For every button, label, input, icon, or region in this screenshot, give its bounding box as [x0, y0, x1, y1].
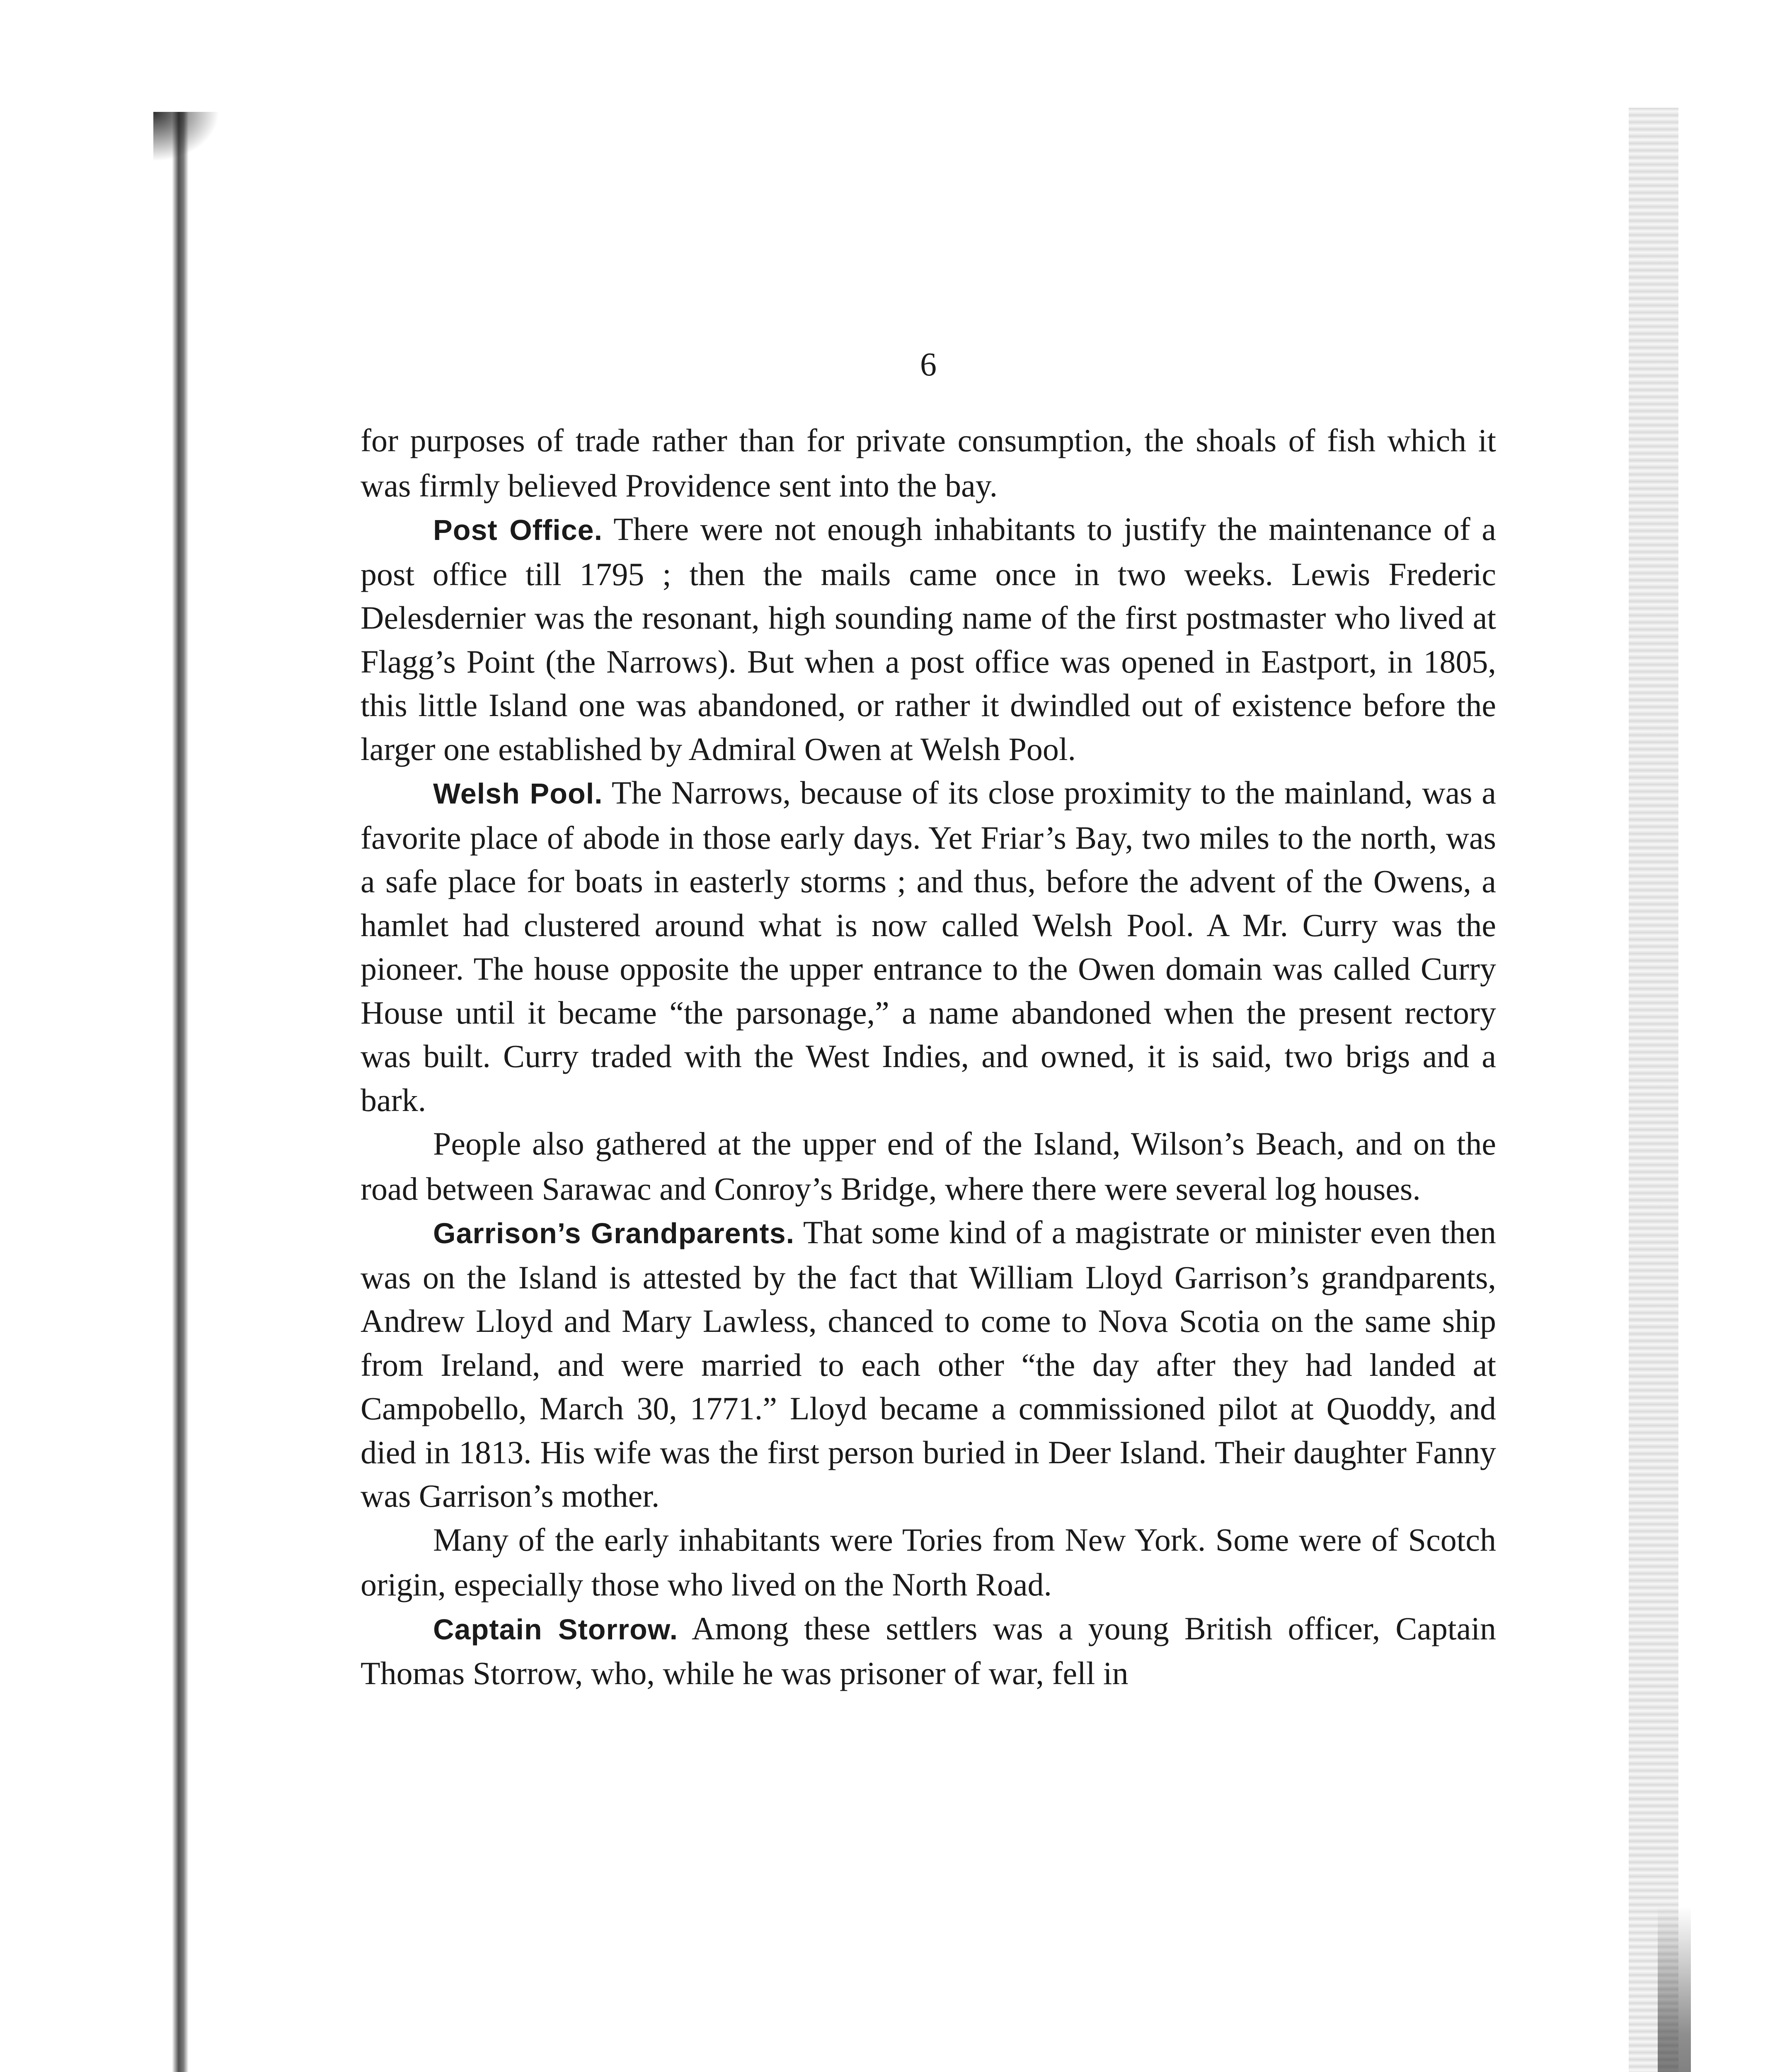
paragraph-text: That some kind of a magistrate or minister even then was on the Island is attested by the fact that William Lloyd Garrison’s grandparents, Andrew Lloyd and Mary Lawless, chanced to come to Nova Scotia on the same ship from Ireland, and were married to each other “the day after they had landed at Campobello, March 30, 1771.” Lloyd became a commissioned pilot at Quoddy, and died in 1813. His wife was the first person buried in Deer Island. Their daughter Fanny was Garrison’s mother. — [361, 1214, 1497, 1514]
paragraph-post-office — [361, 507, 1496, 771]
paragraph-captain-storrow — [361, 1607, 1496, 1695]
paragraph-heading: Welsh Pool. — [433, 777, 603, 810]
paragraph-text: People also gathered at the upper end of the Island, Wilson’s Beach, and on the road between Sarawac and Conroy’s Bridge, where there were several log houses. — [361, 1126, 1496, 1207]
paragraph-text: There were not enough inhabitants to justify the maintenance of a post office till 1795 ; then the mails came once in two weeks. Lewis Frederic Delesdernier was the resonant, high sounding name of the first postmaster who lived at Flagg’s Point (the Narrows). But when a post office was opened in Eastport, in 1805, this little Island one was abandoned, or rather it dwindled out of existence before the larger one established by Admiral Owen at Welsh Pool. — [361, 511, 1496, 767]
paragraph — [361, 1518, 1496, 1607]
paragraph — [361, 1122, 1496, 1210]
paragraph-garrisons-grandparents — [361, 1210, 1496, 1518]
paragraph-heading: Captain Storrow. — [433, 1613, 678, 1646]
scan-shadow-right-gutter — [1629, 108, 1678, 2072]
paragraph-welsh-pool — [361, 771, 1496, 1122]
page-number: 6 — [920, 346, 937, 383]
paragraph-text: The Narrows, because of its close proximity to the mainland, was a favorite place of abode in those early days. Yet Friar’s Bay, two miles to the north, was a safe place for boats in easterly storms ; and thus, before the advent of the Owens, a hamlet had clustered around what is now called Welsh Pool. A Mr. Curry was the pioneer. The house opposite the upper entrance to the Owen domain was called Curry House until it became “the parsonage,” a name abandoned when the present rectory was built. Curry traded with the West Indies, and owned, it is said, two brigs and a bark. — [361, 775, 1496, 1118]
body-text — [361, 419, 1496, 1695]
paragraph-text: for purposes of trade rather than for private consumption, the shoals of fish which it was firmly believed Providence sent into the bay. — [361, 422, 1496, 503]
paragraph-text: Among these settlers was a young British officer, Captain Thomas Storrow, who, while he was prisoner of war, fell in — [361, 1610, 1497, 1691]
scan-shadow-left-gutter — [172, 112, 189, 2072]
paragraph — [361, 419, 1496, 507]
paragraph-heading: Post Office. — [433, 514, 603, 546]
paragraph-heading: Garrison’s Grandparents. — [433, 1217, 795, 1249]
paragraph-text: Many of the early inhabitants were Tories from New York. Some were of Scotch origin, especially those who lived on the North Road. — [361, 1521, 1496, 1602]
scan-shadow-right-bottom — [1658, 1906, 1691, 2072]
